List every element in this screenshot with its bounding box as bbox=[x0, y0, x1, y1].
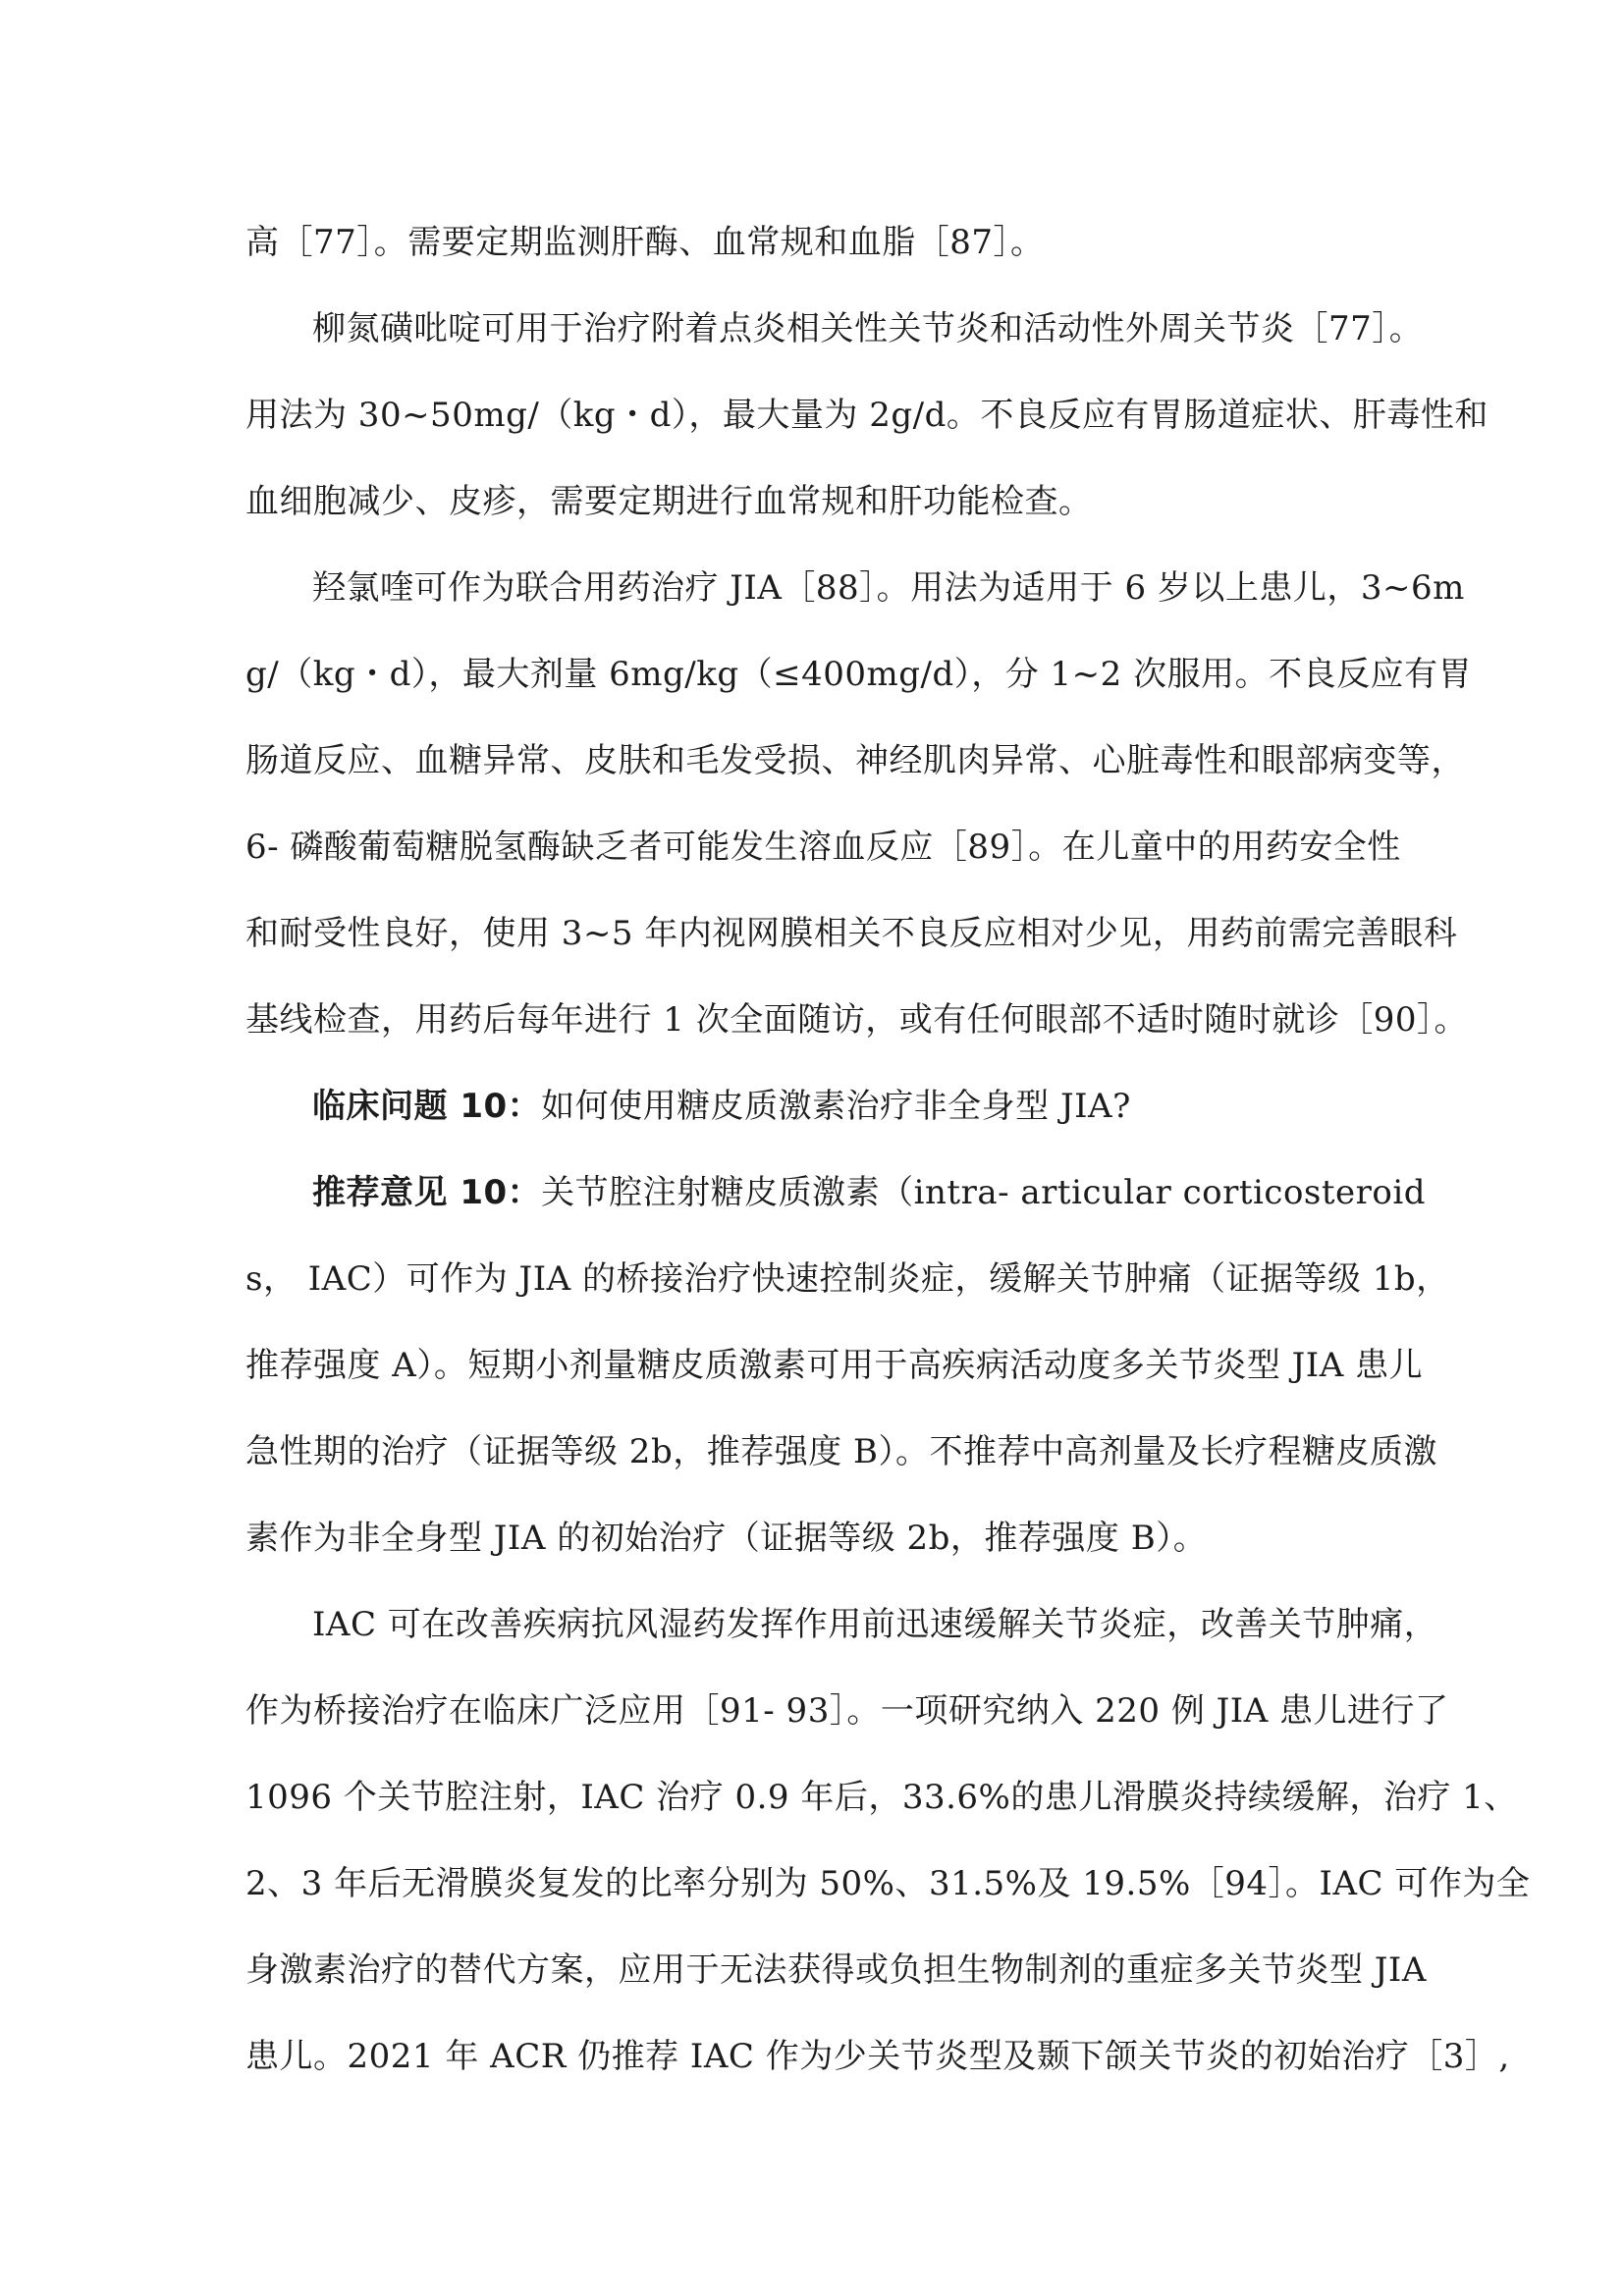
text-line: 2、3 年后无滑膜炎复发的比率分别为 50%、31.5%及 19.5%［94］。IAC 可作为全 bbox=[245, 1864, 1531, 1903]
text-line: 患儿。2021 年 ACR 仍推荐 IAC 作为少关节炎型及颞下颌关节炎的初始治疗［3］, bbox=[245, 2037, 1510, 2076]
text-line: 6- 磷酸葡萄糖脱氢酶缺乏者可能发生溶血反应［89］。在儿童中的用药安全性 bbox=[245, 828, 1401, 867]
text-line: 素作为非全身型 JIA 的初始治疗（证据等级 2b，推荐强度 B）。 bbox=[245, 1519, 1208, 1558]
text-line: 羟氯喹可作为联合用药治疗 JIA［88］。用法为适用于 6 岁以上患儿，3~6m bbox=[312, 568, 1465, 608]
text-line: 身激素治疗的替代方案，应用于无法获得或负担生物制剂的重症多关节炎型 JIA bbox=[245, 1950, 1427, 1990]
text-line: 肠道反应、血糖异常、皮肤和毛发受损、神经肌肉异常、心脏毒性和眼部病变等， bbox=[245, 741, 1465, 780]
recommendation-text: 关节腔注射糖皮质激素（intra- articular corticosteroid bbox=[541, 1173, 1427, 1212]
text-line: 和耐受性良好，使用 3~5 年内视网膜相关不良反应相对少见，用药前需完善眼科 bbox=[245, 914, 1458, 953]
text-line: 高［77］。需要定期监测肝酶、血常规和血脂［87］。 bbox=[245, 223, 1045, 262]
recommendation bbox=[312, 1170, 1426, 1215]
clinical-question bbox=[312, 1084, 1131, 1129]
text-line: g/（kg・d），最大剂量 6mg/kg（≤400mg/d），分 1~2 次服用。不良反应有胃 bbox=[245, 655, 1473, 694]
clinical-question-label: 临床问题 10： bbox=[312, 1087, 542, 1126]
text-line: 作为桥接治疗在临床广泛应用［91- 93］。一项研究纳入 220 例 JIA 患儿进行了 bbox=[245, 1691, 1449, 1731]
text-line: 急性期的治疗（证据等级 2b，推荐强度 B）。不推荐中高剂量及长疗程糖皮质激 bbox=[245, 1432, 1437, 1471]
text-line: 1096 个关节腔注射，IAC 治疗 0.9 年后，33.6%的患儿滑膜炎持续缓解，治疗 1、 bbox=[245, 1778, 1518, 1817]
text-line: IAC 可在改善疾病抗风湿药发挥作用前迅速缓解关节炎症，改善关节肿痛， bbox=[312, 1605, 1438, 1644]
text-line: 基线检查，用药后每年进行 1 次全面随访，或有任何眼部不适时随时就诊［90］。 bbox=[245, 1000, 1469, 1040]
text-line: 用法为 30~50mg/（kg・d），最大量为 2g/d。不良反应有胃肠道症状、肝毒性和 bbox=[245, 396, 1489, 435]
text-line: 推荐强度 A）。短期小剂量糖皮质激素可用于高疾病活动度多关节炎型 JIA 患儿 bbox=[245, 1346, 1424, 1385]
recommendation-label: 推荐意见 10： bbox=[312, 1173, 542, 1212]
clinical-question-text: 如何使用糖皮质激素治疗非全身型 JIA? bbox=[541, 1087, 1131, 1126]
text-line: s， IAC）可作为 JIA 的桥接治疗快速控制炎症，缓解关节肿痛（证据等级 1b， bbox=[245, 1259, 1450, 1299]
text-line: 血细胞减少、皮疹，需要定期进行血常规和肝功能检查。 bbox=[245, 482, 1093, 521]
text-line: 柳氮磺吡啶可用于治疗附着点炎相关性关节炎和活动性外周关节炎［77］。 bbox=[312, 309, 1424, 348]
